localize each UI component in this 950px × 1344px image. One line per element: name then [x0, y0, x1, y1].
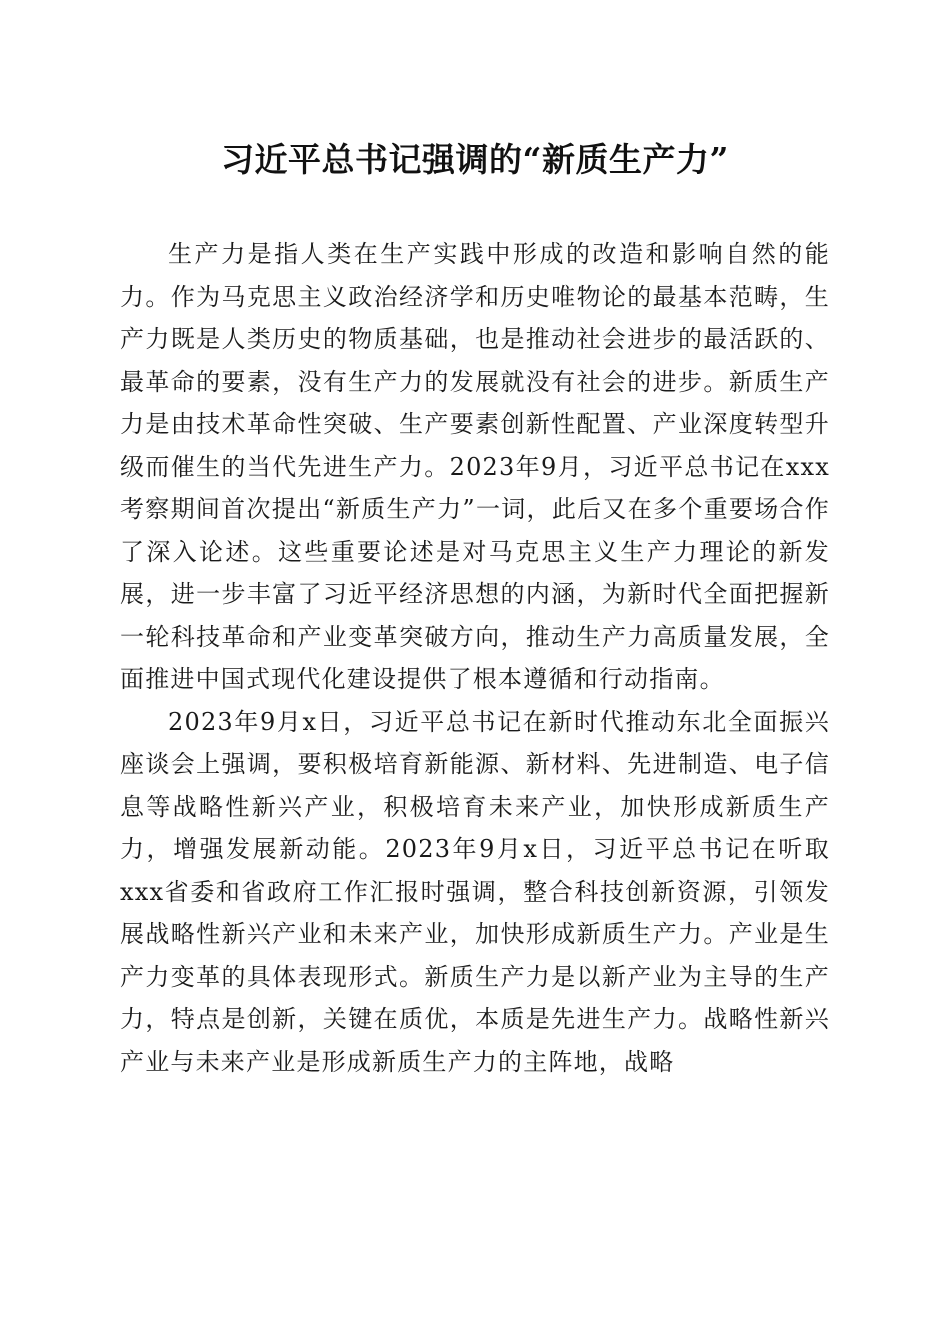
paragraph-2: 2023年9月x日，习近平总书记在新时代推动东北全面振兴座谈会上强调，要积极培育新能源、新材料、先进制造、电子信息等战略性新兴产业，积极培育未来产业，加快形成新质生产力，增强发展新动能。2023年9月x日，习近平总书记在听取xxx省委和省政府工作汇报时强调，整合科技创新资源，引领发展战略性新兴产业和未来产业，加快形成新质生产力。产业是生产力变革的具体表现形式。新质生产力是以新产业为主导的生产力，特点是创新，关键在质优，本质是先进生产力。战略性新兴产业与未来产业是形成新质生产力的主阵地，战略 [120, 707, 830, 1076]
document-title: 习近平总书记强调的“新质生产力” [221, 140, 729, 179]
paragraph-1: 生产力是指人类在生产实践中形成的改造和影响自然的能力。作为马克思主义政治经济学和历史唯物论的最基本范畴，生产力既是人类历史的物质基础，也是推动社会进步的最活跃的、最革命的要素，没有生产力的发展就没有社会的进步。新质生产力是由技术革命性突破、生产要素创新性配置、产业深度转型升级而催生的当代先进生产力。2023年9月，习近平总书记在xxx考察期间首次提出“新质生产力”一词，此后又在多个重要场合作了深入论述。这些重要论述是对马克思主义生产力理论的新发展，进一步丰富了习近平经济思想的内涵，为新时代全面把握新一轮科技革命和产业变革突破方向，推动生产力高质量发展，全面推进中国式现代化建设提供了根本遵循和行动指南。 [120, 240, 830, 693]
document-body [120, 233, 830, 1083]
